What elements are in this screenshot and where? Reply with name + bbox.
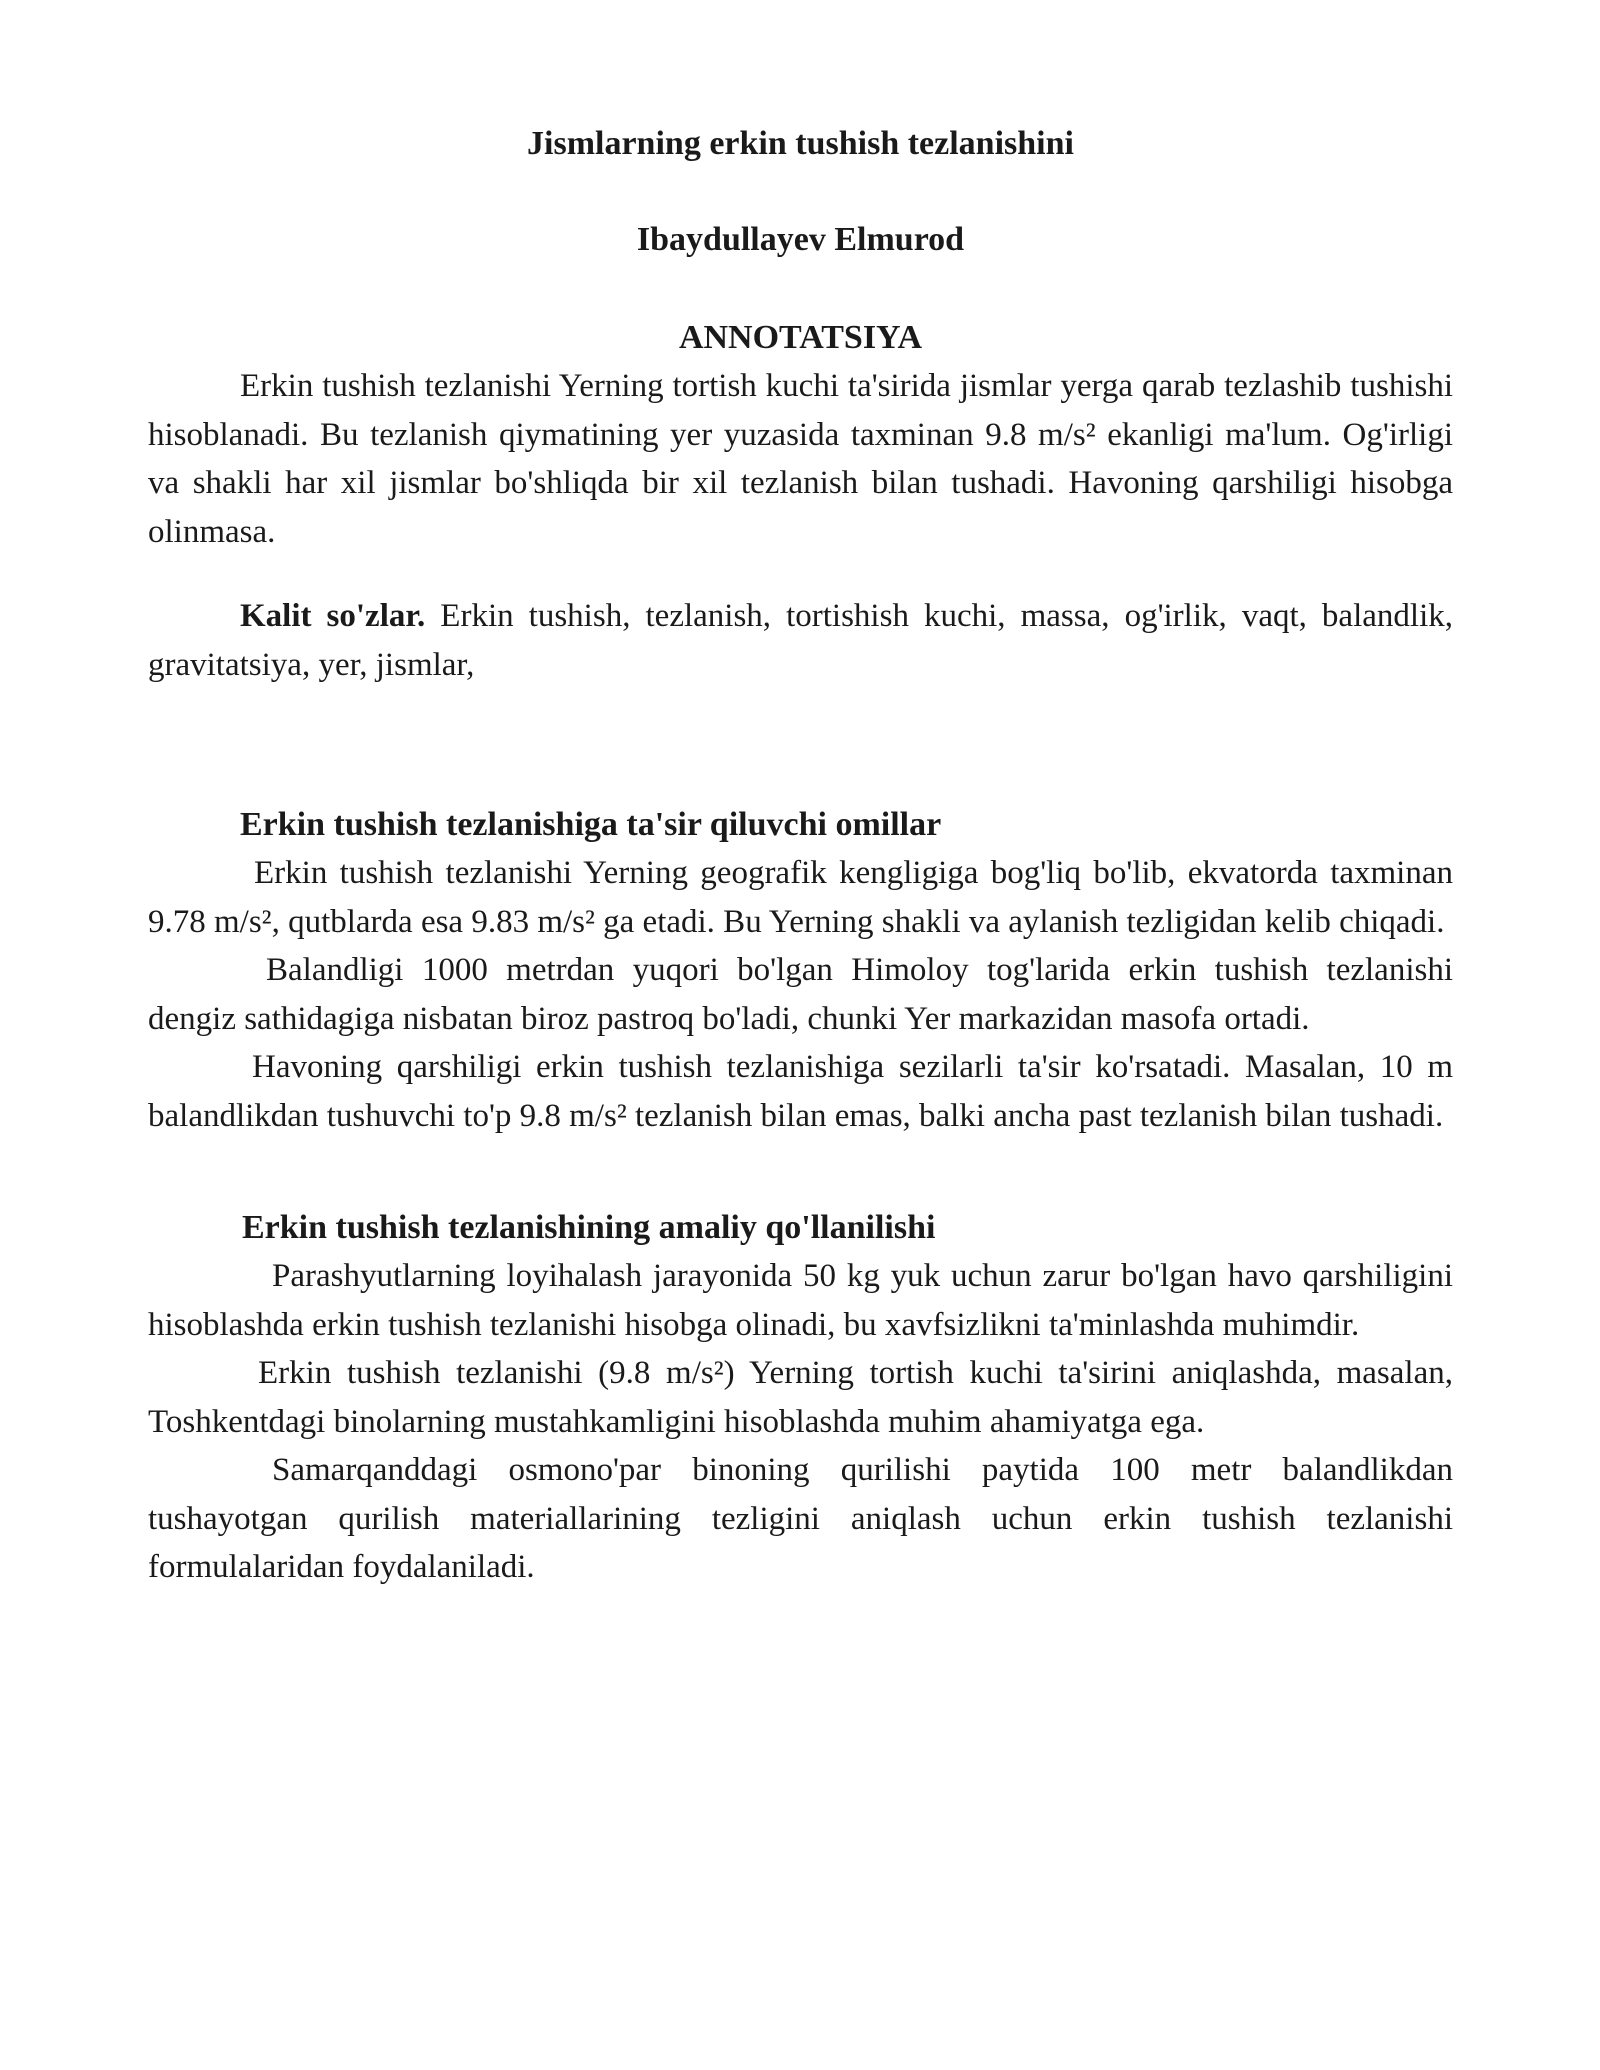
section-paragraph: Erkin tushish tezlanishi Yerning geografik kengligiga bog'liq bo'lib, ekvatorda taxminan 9.78 m/s², qutblarda esa 9.83 m/s² ga etadi. Bu Yerning shakli va aylanish tezligidan kelib chiqadi.: [148, 855, 1453, 940]
section-paragraph: Erkin tushish tezlanishi (9.8 m/s²) Yerning tortish kuchi ta'sirini aniqlashda, masalan, Toshkentdagi binolarning mustahkamligini hisoblashda muhim ahamiyatga ega.: [148, 1355, 1453, 1440]
section-paragraph: Parashyutlarning loyihalash jarayonida 50 kg yuk uchun zarur bo'lgan havo qarshiligini hisoblashda erkin tushish tezlanishi hisobga olinadi, bu xavfsizlikni ta'minlashda muhimdir.: [148, 1258, 1453, 1343]
section-heading-factors: Erkin tushish tezlanishiga ta'sir qiluvchi omillar: [240, 806, 942, 843]
section-paragraph: Samarqanddagi osmono'par binoning qurilishi paytida 100 metr balandlikdan tushayotgan qurilish materiallarining tezligini aniqlash uchun erkin tushish tezlanishi formulalaridan foydalaniladi.: [148, 1452, 1453, 1585]
section-heading-applications: Erkin tushish tezlanishining amaliy qo'llanilishi: [242, 1209, 936, 1246]
section-paragraph: Balandligi 1000 metrdan yuqori bo'lgan Himoloy tog'larida erkin tushish tezlanishi dengiz sathidagiga nisbatan biroz pastroq bo'ladi, chunki Yer markazidan masofa ortadi.: [148, 952, 1453, 1037]
keywords-list: Erkin tushish, tezlanish, tortishish kuchi, massa, og'irlik, vaqt, balandlik, gravitatsiya, yer, jismlar,: [148, 598, 1453, 683]
annotation-heading: ANNOTATSIYA: [678, 319, 923, 356]
document-title: Jismlarning erkin tushish tezlanishini: [527, 125, 1074, 162]
section-paragraph: Havoning qarshiligi erkin tushish tezlanishiga sezilarli ta'sir ko'rsatadi. Masalan, 10 m balandlikdan tushuvchi to'p 9.8 m/s² tezlanish bilan emas, balki ancha past tezlanish bilan tushadi.: [148, 1049, 1453, 1134]
keywords-label: Kalit so'zlar.: [240, 598, 426, 634]
abstract-paragraph: Erkin tushish tezlanishi Yerning tortish kuchi ta'sirida jismlar yerga qarab tezlashib tushishi hisoblanadi. Bu tezlanish qiymatining yer yuzasida taxminan 9.8 m/s² ekanligi ma'lum. Og'irligi va shakli har xil jismlar bo'shliqda bir xil tezlanish bilan tushadi. Havoning qarshiligi hisobga olinmasa.: [148, 368, 1453, 550]
document-page: [148, 120, 1453, 1592]
keywords-paragraph: [148, 592, 1453, 689]
author-name: Ibaydullayev Elmurod: [636, 221, 965, 258]
